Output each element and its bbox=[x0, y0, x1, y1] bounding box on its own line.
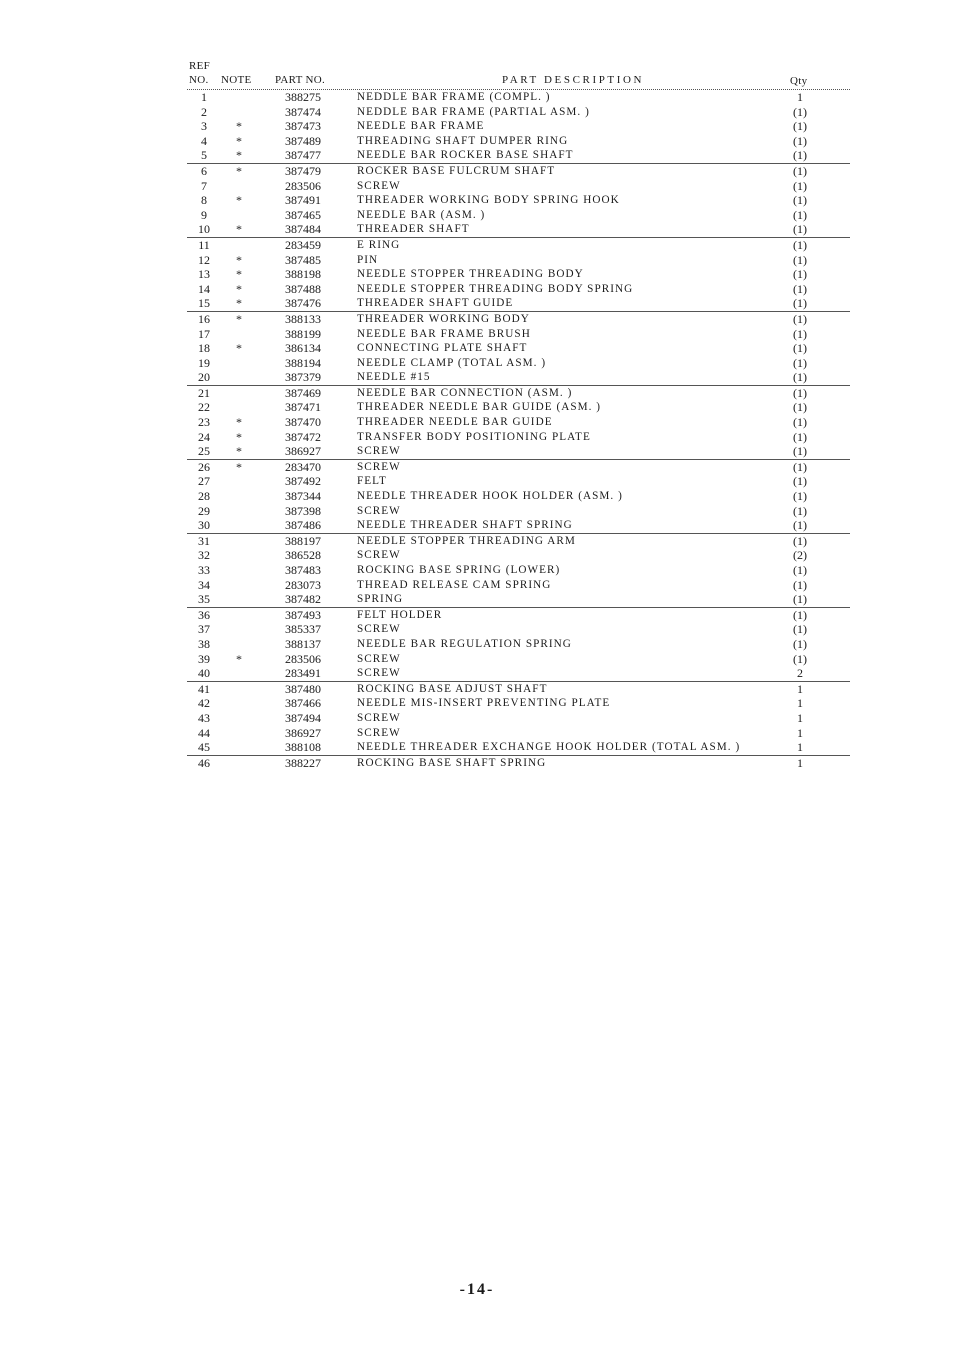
qty-cell: (1) bbox=[793, 148, 807, 163]
part-number-cell: 283470 bbox=[285, 459, 321, 474]
description-cell: THREADER SHAFT GUIDE bbox=[357, 297, 514, 310]
parts-list bbox=[187, 60, 850, 770]
ref-cell: 29 bbox=[198, 503, 210, 518]
description-cell: NEEDLE BAR CONNECTION (ASM. ) bbox=[357, 386, 573, 399]
part-number-cell: 386134 bbox=[285, 341, 321, 356]
table-row bbox=[187, 548, 850, 563]
table-row bbox=[187, 267, 850, 282]
header-qty: Qty bbox=[790, 75, 808, 87]
note-cell: * bbox=[236, 444, 242, 459]
part-number-cell: 387489 bbox=[285, 133, 321, 148]
part-number-cell: 387486 bbox=[285, 518, 321, 533]
table-row bbox=[187, 666, 850, 682]
ref-cell: 36 bbox=[198, 607, 210, 622]
qty-cell: (1) bbox=[793, 503, 807, 518]
qty-cell: (1) bbox=[793, 592, 807, 607]
note-cell: * bbox=[236, 119, 242, 134]
qty-cell: 1 bbox=[797, 710, 803, 725]
part-number-cell: 387472 bbox=[285, 429, 321, 444]
ref-cell: 22 bbox=[198, 400, 210, 415]
part-number-cell: 283491 bbox=[285, 666, 321, 681]
part-number-cell: 387494 bbox=[285, 710, 321, 725]
qty-cell: (1) bbox=[793, 355, 807, 370]
part-number-cell: 387398 bbox=[285, 503, 321, 518]
ref-cell: 31 bbox=[198, 533, 210, 548]
part-number-cell: 386927 bbox=[285, 444, 321, 459]
note-cell: * bbox=[236, 459, 242, 474]
qty-cell: (2) bbox=[793, 548, 807, 563]
description-cell: SCREW bbox=[357, 549, 401, 562]
ref-cell: 33 bbox=[198, 563, 210, 577]
table-row bbox=[187, 296, 850, 312]
ref-cell: 32 bbox=[198, 548, 210, 563]
qty-cell: (1) bbox=[793, 311, 807, 326]
qty-cell: (1) bbox=[793, 341, 807, 356]
ref-cell: 6 bbox=[201, 163, 207, 178]
ref-cell: 20 bbox=[198, 370, 210, 385]
part-number-cell: 387476 bbox=[285, 296, 321, 311]
description-cell: ROCKING BASE SHAFT SPRING bbox=[357, 756, 547, 769]
description-cell: SCREW bbox=[357, 504, 401, 517]
description-cell: SCREW bbox=[357, 623, 401, 636]
ref-cell: 9 bbox=[201, 207, 207, 222]
table-row bbox=[187, 148, 850, 164]
qty-cell: (1) bbox=[793, 489, 807, 504]
ref-cell: 17 bbox=[198, 326, 210, 341]
ref-cell: 35 bbox=[198, 592, 210, 607]
description-cell: THREADER SHAFT bbox=[357, 223, 470, 236]
table-row bbox=[187, 208, 850, 223]
table-row bbox=[187, 356, 850, 371]
table-row bbox=[187, 90, 850, 105]
note-cell: * bbox=[236, 415, 242, 430]
table-row bbox=[187, 415, 850, 430]
ref-cell: 40 bbox=[198, 666, 210, 681]
description-cell: NEEDLE STOPPER THREADING ARM bbox=[357, 534, 576, 547]
note-cell: * bbox=[236, 311, 242, 326]
description-cell: NEEDLE #15 bbox=[357, 371, 431, 384]
qty-cell: (1) bbox=[793, 281, 807, 296]
ref-cell: 27 bbox=[198, 474, 210, 489]
table-row bbox=[187, 726, 850, 741]
table-row bbox=[187, 400, 850, 415]
table-row bbox=[187, 518, 850, 534]
qty-cell: (1) bbox=[793, 119, 807, 134]
qty-cell: (1) bbox=[793, 326, 807, 341]
description-cell: NEEDLE BAR ROCKER BASE SHAFT bbox=[357, 149, 574, 162]
note-cell: * bbox=[236, 429, 242, 444]
description-cell: ROCKER BASE FULCRUM SHAFT bbox=[357, 164, 556, 177]
part-number-cell: 387466 bbox=[285, 696, 321, 711]
part-number-cell: 387469 bbox=[285, 385, 321, 400]
part-number-cell: 386528 bbox=[285, 548, 321, 563]
table-row bbox=[187, 474, 850, 489]
table-row bbox=[187, 341, 850, 356]
part-number-cell: 385337 bbox=[285, 622, 321, 637]
qty-cell: (1) bbox=[793, 207, 807, 222]
part-number-cell: 283459 bbox=[285, 237, 321, 252]
part-number-cell: 386927 bbox=[285, 725, 321, 740]
part-number-cell: 388194 bbox=[285, 355, 321, 370]
table-row bbox=[187, 578, 850, 593]
description-cell: SCREW bbox=[357, 726, 401, 739]
description-cell: NEDDLE BAR FRAME (PARTIAL ASM. ) bbox=[357, 105, 590, 118]
qty-cell: (1) bbox=[793, 651, 807, 666]
part-number-cell: 387465 bbox=[285, 207, 321, 222]
qty-cell: (1) bbox=[793, 237, 807, 252]
table-row bbox=[187, 370, 850, 386]
qty-cell: (1) bbox=[793, 563, 807, 577]
table-row bbox=[187, 105, 850, 120]
ref-cell: 12 bbox=[198, 252, 210, 267]
qty-cell: (1) bbox=[793, 104, 807, 119]
ref-cell: 21 bbox=[198, 385, 210, 400]
part-number-cell: 388137 bbox=[285, 636, 321, 651]
table-row bbox=[187, 652, 850, 667]
qty-cell: (1) bbox=[793, 193, 807, 208]
qty-cell: (1) bbox=[793, 533, 807, 548]
table-row bbox=[187, 696, 850, 711]
table-row bbox=[187, 444, 850, 460]
description-cell: NEEDLE THREADER SHAFT SPRING bbox=[357, 519, 573, 532]
qty-cell: 1 bbox=[797, 740, 803, 755]
table-row bbox=[187, 504, 850, 519]
qty-cell: (1) bbox=[793, 222, 807, 237]
part-number-cell: 387473 bbox=[285, 119, 321, 134]
description-cell: NEEDLE BAR FRAME BRUSH bbox=[357, 327, 531, 340]
qty-cell: (1) bbox=[793, 252, 807, 267]
description-cell: ROCKING BASE SPRING (LOWER) bbox=[357, 564, 561, 576]
part-number-cell: 387484 bbox=[285, 222, 321, 237]
description-cell: SCREW bbox=[357, 667, 401, 680]
note-cell: * bbox=[236, 133, 242, 148]
table-body bbox=[187, 90, 850, 770]
table-row bbox=[187, 164, 850, 179]
part-number-cell: 388199 bbox=[285, 326, 321, 341]
part-number-cell: 283506 bbox=[285, 178, 321, 193]
table-row bbox=[187, 430, 850, 445]
description-cell: NEDDLE BAR FRAME (COMPL. ) bbox=[357, 91, 551, 103]
note-cell: * bbox=[236, 651, 242, 666]
page-number: -14- bbox=[459, 1281, 495, 1298]
table-row bbox=[187, 740, 850, 756]
note-cell: * bbox=[236, 341, 242, 356]
description-cell: CONNECTING PLATE SHAFT bbox=[357, 342, 528, 355]
table-row bbox=[187, 134, 850, 149]
table-row bbox=[187, 592, 850, 608]
table-row bbox=[187, 327, 850, 342]
qty-cell: (1) bbox=[793, 267, 807, 282]
qty-cell: (1) bbox=[793, 133, 807, 148]
part-number-cell: 387480 bbox=[285, 681, 321, 696]
note-cell: * bbox=[236, 267, 242, 282]
description-cell: SPRING bbox=[357, 593, 404, 606]
part-number-cell: 387471 bbox=[285, 400, 321, 415]
table-row bbox=[187, 119, 850, 134]
table-row bbox=[187, 193, 850, 208]
description-cell: PIN bbox=[357, 253, 379, 266]
ref-cell: 46 bbox=[198, 755, 210, 770]
table-row bbox=[187, 637, 850, 652]
ref-cell: 37 bbox=[198, 622, 210, 637]
ref-cell: 23 bbox=[198, 415, 210, 430]
part-number-cell: 388227 bbox=[285, 755, 321, 770]
table-row bbox=[187, 238, 850, 253]
description-cell: NEEDLE STOPPER THREADING BODY bbox=[357, 268, 584, 281]
part-number-cell: 387479 bbox=[285, 163, 321, 178]
description-cell: ROCKING BASE ADJUST SHAFT bbox=[357, 682, 548, 695]
table-row bbox=[187, 312, 850, 327]
ref-cell: 26 bbox=[198, 459, 210, 474]
part-number-cell: 387485 bbox=[285, 252, 321, 267]
description-cell: SCREW bbox=[357, 179, 401, 192]
description-cell: TRANSFER BODY POSITIONING PLATE bbox=[357, 430, 591, 443]
part-number-cell: 387491 bbox=[285, 193, 321, 208]
ref-cell: 24 bbox=[198, 429, 210, 444]
part-number-cell: 388133 bbox=[285, 311, 321, 326]
ref-cell: 45 bbox=[198, 740, 210, 755]
table-row bbox=[187, 386, 850, 401]
table-row bbox=[187, 179, 850, 194]
header-note: NOTE bbox=[221, 74, 252, 86]
qty-cell: 1 bbox=[797, 725, 803, 740]
note-cell: * bbox=[236, 193, 242, 208]
description-cell: NEEDLE MIS-INSERT PREVENTING PLATE bbox=[357, 697, 611, 710]
part-number-cell: 388198 bbox=[285, 267, 321, 282]
ref-cell: 18 bbox=[198, 341, 210, 356]
table-row bbox=[187, 608, 850, 623]
qty-cell: (1) bbox=[793, 400, 807, 415]
qty-cell: (1) bbox=[793, 577, 807, 592]
note-cell: * bbox=[236, 163, 242, 178]
header-ref: REF bbox=[189, 60, 211, 72]
description-cell: THREADER WORKING BODY bbox=[357, 312, 530, 325]
ref-cell: 8 bbox=[201, 193, 207, 208]
table-row bbox=[187, 563, 850, 578]
part-number-cell: 387483 bbox=[285, 563, 321, 577]
qty-cell: 1 bbox=[797, 90, 803, 104]
qty-cell: (1) bbox=[793, 474, 807, 489]
table-row bbox=[187, 711, 850, 726]
qty-cell: (1) bbox=[793, 607, 807, 622]
description-cell: THREADER NEEDLE BAR GUIDE bbox=[357, 416, 553, 429]
ref-cell: 14 bbox=[198, 281, 210, 296]
description-cell: NEEDLE BAR (ASM. ) bbox=[357, 208, 486, 221]
description-cell: FELT bbox=[357, 475, 387, 488]
qty-cell: (1) bbox=[793, 518, 807, 533]
header-no: NO. bbox=[189, 74, 209, 86]
ref-cell: 10 bbox=[198, 222, 210, 237]
description-cell: THREADING SHAFT DUMPER RING bbox=[357, 134, 569, 147]
part-number-cell: 387488 bbox=[285, 281, 321, 296]
qty-cell: 1 bbox=[797, 681, 803, 696]
part-number-cell: 387474 bbox=[285, 104, 321, 119]
part-number-cell: 387477 bbox=[285, 148, 321, 163]
table-row bbox=[187, 222, 850, 238]
qty-cell: (1) bbox=[793, 163, 807, 178]
qty-cell: 1 bbox=[797, 696, 803, 711]
part-number-cell: 387482 bbox=[285, 592, 321, 607]
description-cell: NEEDLE BAR FRAME bbox=[357, 120, 485, 133]
qty-cell: (1) bbox=[793, 444, 807, 459]
description-cell: THREADER NEEDLE BAR GUIDE (ASM. ) bbox=[357, 401, 602, 414]
part-number-cell: 387344 bbox=[285, 489, 321, 504]
note-cell: * bbox=[236, 252, 242, 267]
description-cell: NEEDLE CLAMP (TOTAL ASM. ) bbox=[357, 356, 547, 369]
part-number-cell: 387492 bbox=[285, 474, 321, 489]
part-number-cell: 387470 bbox=[285, 415, 321, 430]
table-row bbox=[187, 282, 850, 297]
table-row bbox=[187, 534, 850, 549]
header-part-no: PART NO. bbox=[275, 74, 326, 86]
part-number-cell: 388197 bbox=[285, 533, 321, 548]
note-cell: * bbox=[236, 296, 242, 311]
ref-cell: 44 bbox=[198, 725, 210, 740]
description-cell: SCREW bbox=[357, 445, 401, 458]
description-cell: SCREW bbox=[357, 652, 401, 665]
ref-cell: 28 bbox=[198, 489, 210, 504]
part-number-cell: 387493 bbox=[285, 607, 321, 622]
description-cell: FELT HOLDER bbox=[357, 608, 443, 621]
table-row bbox=[187, 489, 850, 504]
ref-cell: 3 bbox=[201, 119, 207, 134]
ref-cell: 30 bbox=[198, 518, 210, 533]
qty-cell: (1) bbox=[793, 459, 807, 474]
part-number-cell: 388275 bbox=[285, 90, 321, 104]
description-cell: NEEDLE STOPPER THREADING BODY SPRING bbox=[357, 282, 634, 295]
ref-cell: 1 bbox=[201, 90, 207, 104]
ref-cell: 13 bbox=[198, 267, 210, 282]
table-row bbox=[187, 622, 850, 637]
note-cell: * bbox=[236, 148, 242, 163]
qty-cell: (1) bbox=[793, 415, 807, 430]
qty-cell: (1) bbox=[793, 429, 807, 444]
part-number-cell: 387379 bbox=[285, 370, 321, 385]
ref-cell: 7 bbox=[201, 178, 207, 193]
ref-cell: 11 bbox=[198, 237, 210, 252]
description-cell: SCREW bbox=[357, 460, 401, 473]
ref-cell: 41 bbox=[198, 681, 210, 696]
part-number-cell: 283073 bbox=[285, 577, 321, 592]
ref-cell: 39 bbox=[198, 651, 210, 666]
description-cell: NEEDLE BAR REGULATION SPRING bbox=[357, 637, 572, 650]
ref-cell: 2 bbox=[201, 104, 207, 119]
qty-cell: (1) bbox=[793, 296, 807, 311]
table-header bbox=[187, 60, 850, 90]
description-cell: NEEDLE THREADER HOOK HOLDER (ASM. ) bbox=[357, 490, 623, 503]
description-cell: E RING bbox=[357, 238, 401, 251]
qty-cell: (1) bbox=[793, 636, 807, 651]
note-cell: * bbox=[236, 222, 242, 237]
ref-cell: 5 bbox=[201, 148, 207, 163]
description-cell: THREAD RELEASE CAM SPRING bbox=[357, 578, 552, 591]
qty-cell: (1) bbox=[793, 370, 807, 385]
qty-cell: (1) bbox=[793, 622, 807, 637]
ref-cell: 42 bbox=[198, 696, 210, 711]
ref-cell: 38 bbox=[198, 636, 210, 651]
qty-cell: 1 bbox=[797, 755, 803, 770]
description-cell: NEEDLE THREADER EXCHANGE HOOK HOLDER (TOTAL ASM. ) bbox=[357, 741, 741, 754]
note-cell: * bbox=[236, 281, 242, 296]
table-row bbox=[187, 756, 850, 771]
part-number-cell: 283506 bbox=[285, 651, 321, 666]
ref-cell: 43 bbox=[198, 710, 210, 725]
table-row bbox=[187, 682, 850, 697]
ref-cell: 16 bbox=[198, 311, 210, 326]
table-row bbox=[187, 253, 850, 268]
ref-cell: 4 bbox=[201, 133, 207, 148]
ref-cell: 15 bbox=[198, 296, 210, 311]
description-cell: SCREW bbox=[357, 711, 401, 724]
ref-cell: 19 bbox=[198, 355, 210, 370]
ref-cell: 34 bbox=[198, 577, 210, 592]
description-cell: THREADER WORKING BODY SPRING HOOK bbox=[357, 194, 620, 207]
part-number-cell: 388108 bbox=[285, 740, 321, 755]
qty-cell: (1) bbox=[793, 178, 807, 193]
ref-cell: 25 bbox=[198, 444, 210, 459]
qty-cell: (1) bbox=[793, 385, 807, 400]
header-description: PART DESCRIPTION bbox=[502, 74, 645, 86]
qty-cell: 2 bbox=[797, 666, 803, 681]
table-row bbox=[187, 460, 850, 475]
